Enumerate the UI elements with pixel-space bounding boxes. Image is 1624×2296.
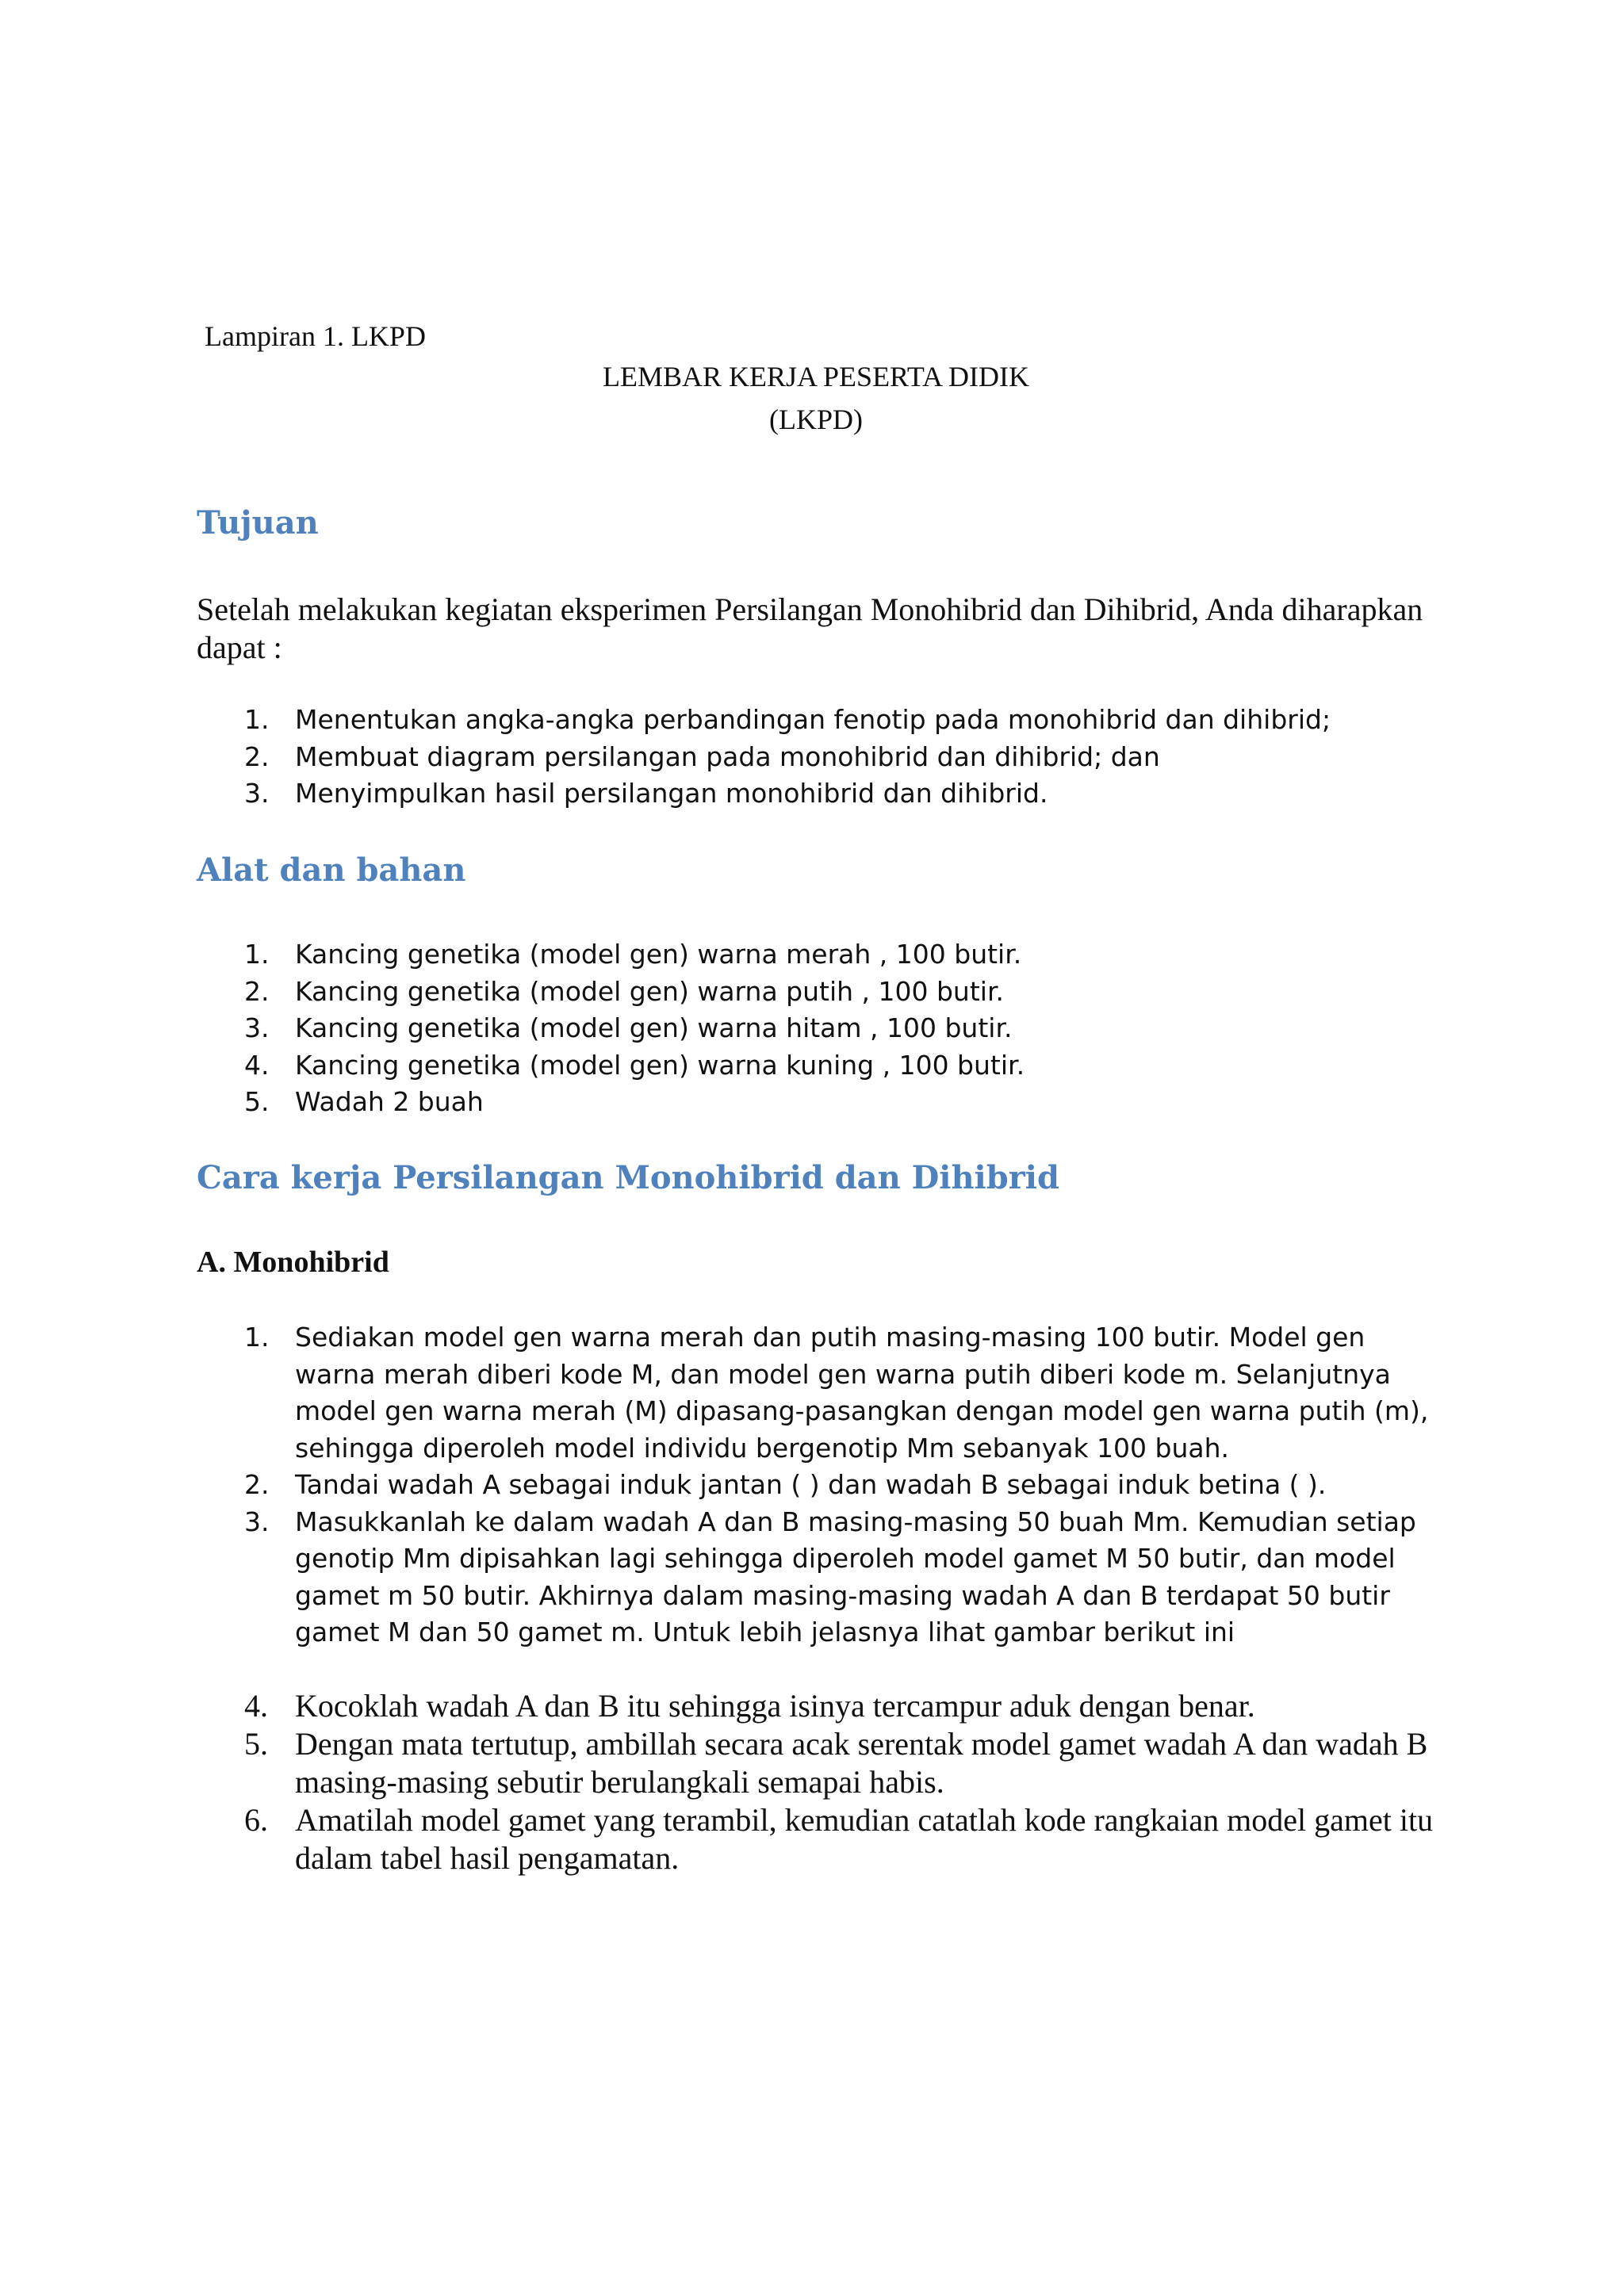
monohibrid-steps-list-continued — [0, 1687, 1624, 1877]
list-item-number: 1. — [244, 704, 270, 735]
list-item — [0, 739, 1624, 776]
list-item-number: 2. — [244, 740, 270, 772]
section-heading-tujuan: Tujuan — [197, 504, 319, 541]
list-item-number: 2. — [244, 1469, 270, 1500]
list-item-number: 2. — [244, 975, 270, 1007]
attachment-label: Lampiran 1. LKPD — [205, 320, 426, 352]
list-item — [0, 1725, 1624, 1801]
list-item-text: Dengan mata tertutup, ambillah secara acak serentak model gamet wadah A dan wadah B masing-masing sebutir berulangkali semapai habis. — [295, 1726, 1428, 1800]
list-item — [0, 974, 1624, 1011]
list-item — [0, 702, 1624, 739]
monohibrid-steps-list — [0, 1319, 1624, 1651]
list-item — [0, 1467, 1624, 1504]
document-title — [0, 355, 1624, 441]
list-item-text: Tandai wadah A sebagai induk jantan ( ) dan wadah B sebagai induk betina ( ). — [295, 1469, 1327, 1500]
list-item-number: 4. — [244, 1049, 270, 1081]
list-item — [0, 936, 1624, 974]
list-item — [0, 775, 1624, 813]
list-item — [0, 1801, 1624, 1877]
list-item — [0, 1084, 1624, 1121]
list-item — [0, 1047, 1624, 1085]
list-item-number: 3. — [244, 778, 270, 809]
list-item-number: 5. — [244, 1086, 270, 1117]
document-title-line-2: (LKPD) — [769, 404, 863, 435]
section-heading-alat: Alat dan bahan — [197, 851, 466, 889]
list-item-text: Masukkanlah ke dalam wadah A dan B masing-masing 50 buah Mm. Kemudian setiap genotip Mm dipisahkan lagi sehingga diperoleh model gamet M 50 butir, dan model gamet m 50 butir. Akhirnya dalam masing-masing wadah A dan B terdapat 50 butir gamet M dan 50 gamet m. Untuk lebih jelasnya lihat gambar berikut ini — [295, 1506, 1416, 1647]
tujuan-intro-paragraph: Setelah melakukan kegiatan eksperimen Persilangan Monohibrid dan Dihibrid, Anda diharapkan dapat : — [197, 591, 1423, 665]
list-item-number: 5. — [244, 1726, 268, 1762]
list-item-text: Kancing genetika (model gen) warna hitam , 100 butir. — [295, 1012, 1013, 1043]
list-item-number: 1. — [244, 1322, 270, 1353]
list-item-text: Menentukan angka-angka perbandingan fenotip pada monohibrid dan dihibrid; — [295, 704, 1331, 735]
alat-list — [0, 936, 1624, 1121]
list-item-number: 3. — [244, 1506, 270, 1537]
list-item-text: Kancing genetika (model gen) warna kuning , 100 butir. — [295, 1049, 1025, 1081]
list-item-number: 3. — [244, 1012, 270, 1043]
tujuan-list — [0, 702, 1624, 813]
list-item-text: Kancing genetika (model gen) warna putih , 100 butir. — [295, 975, 1004, 1007]
list-item-text: Sediakan model gen warna merah dan putih masing-masing 100 butir. Model gen warna merah diberi kode M, dan model gen warna putih diberi kode m. Selanjutnya model gen warna merah (M) dipasang-pasangkan dengan model gen warna putih (m), sehingga diperoleh model individu bergenotip Mm sebanyak 100 buah. — [295, 1322, 1429, 1464]
list-item-text: Kocoklah wadah A dan B itu sehingga isinya tercampur aduk dengan benar. — [295, 1688, 1255, 1724]
list-item — [0, 1504, 1624, 1651]
list-item — [0, 1687, 1624, 1725]
list-item-text: Amatilah model gamet yang terambil, kemudian catatlah kode rangkaian model gamet itu dalam tabel hasil pengamatan. — [295, 1802, 1434, 1876]
list-item-text: Wadah 2 buah — [295, 1086, 484, 1117]
list-item-number: 1. — [244, 939, 270, 970]
list-item-text: Membuat diagram persilangan pada monohibrid dan dihibrid; dan — [295, 740, 1160, 772]
list-item-number: 6. — [244, 1802, 268, 1838]
list-item-text: Kancing genetika (model gen) warna merah , 100 butir. — [295, 939, 1022, 970]
list-item — [0, 1319, 1624, 1467]
list-item-text: Menyimpulkan hasil persilangan monohibrid dan dihibrid. — [295, 778, 1048, 809]
list-item-number: 4. — [244, 1688, 268, 1724]
subsection-heading-monohibrid: A. Monohibrid — [197, 1246, 389, 1279]
document-title-line-1: LEMBAR KERJA PESERTA DIDIK — [603, 361, 1029, 392]
section-heading-cara-kerja: Cara kerja Persilangan Monohibrid dan Dihibrid — [197, 1159, 1059, 1196]
list-item — [0, 1010, 1624, 1047]
